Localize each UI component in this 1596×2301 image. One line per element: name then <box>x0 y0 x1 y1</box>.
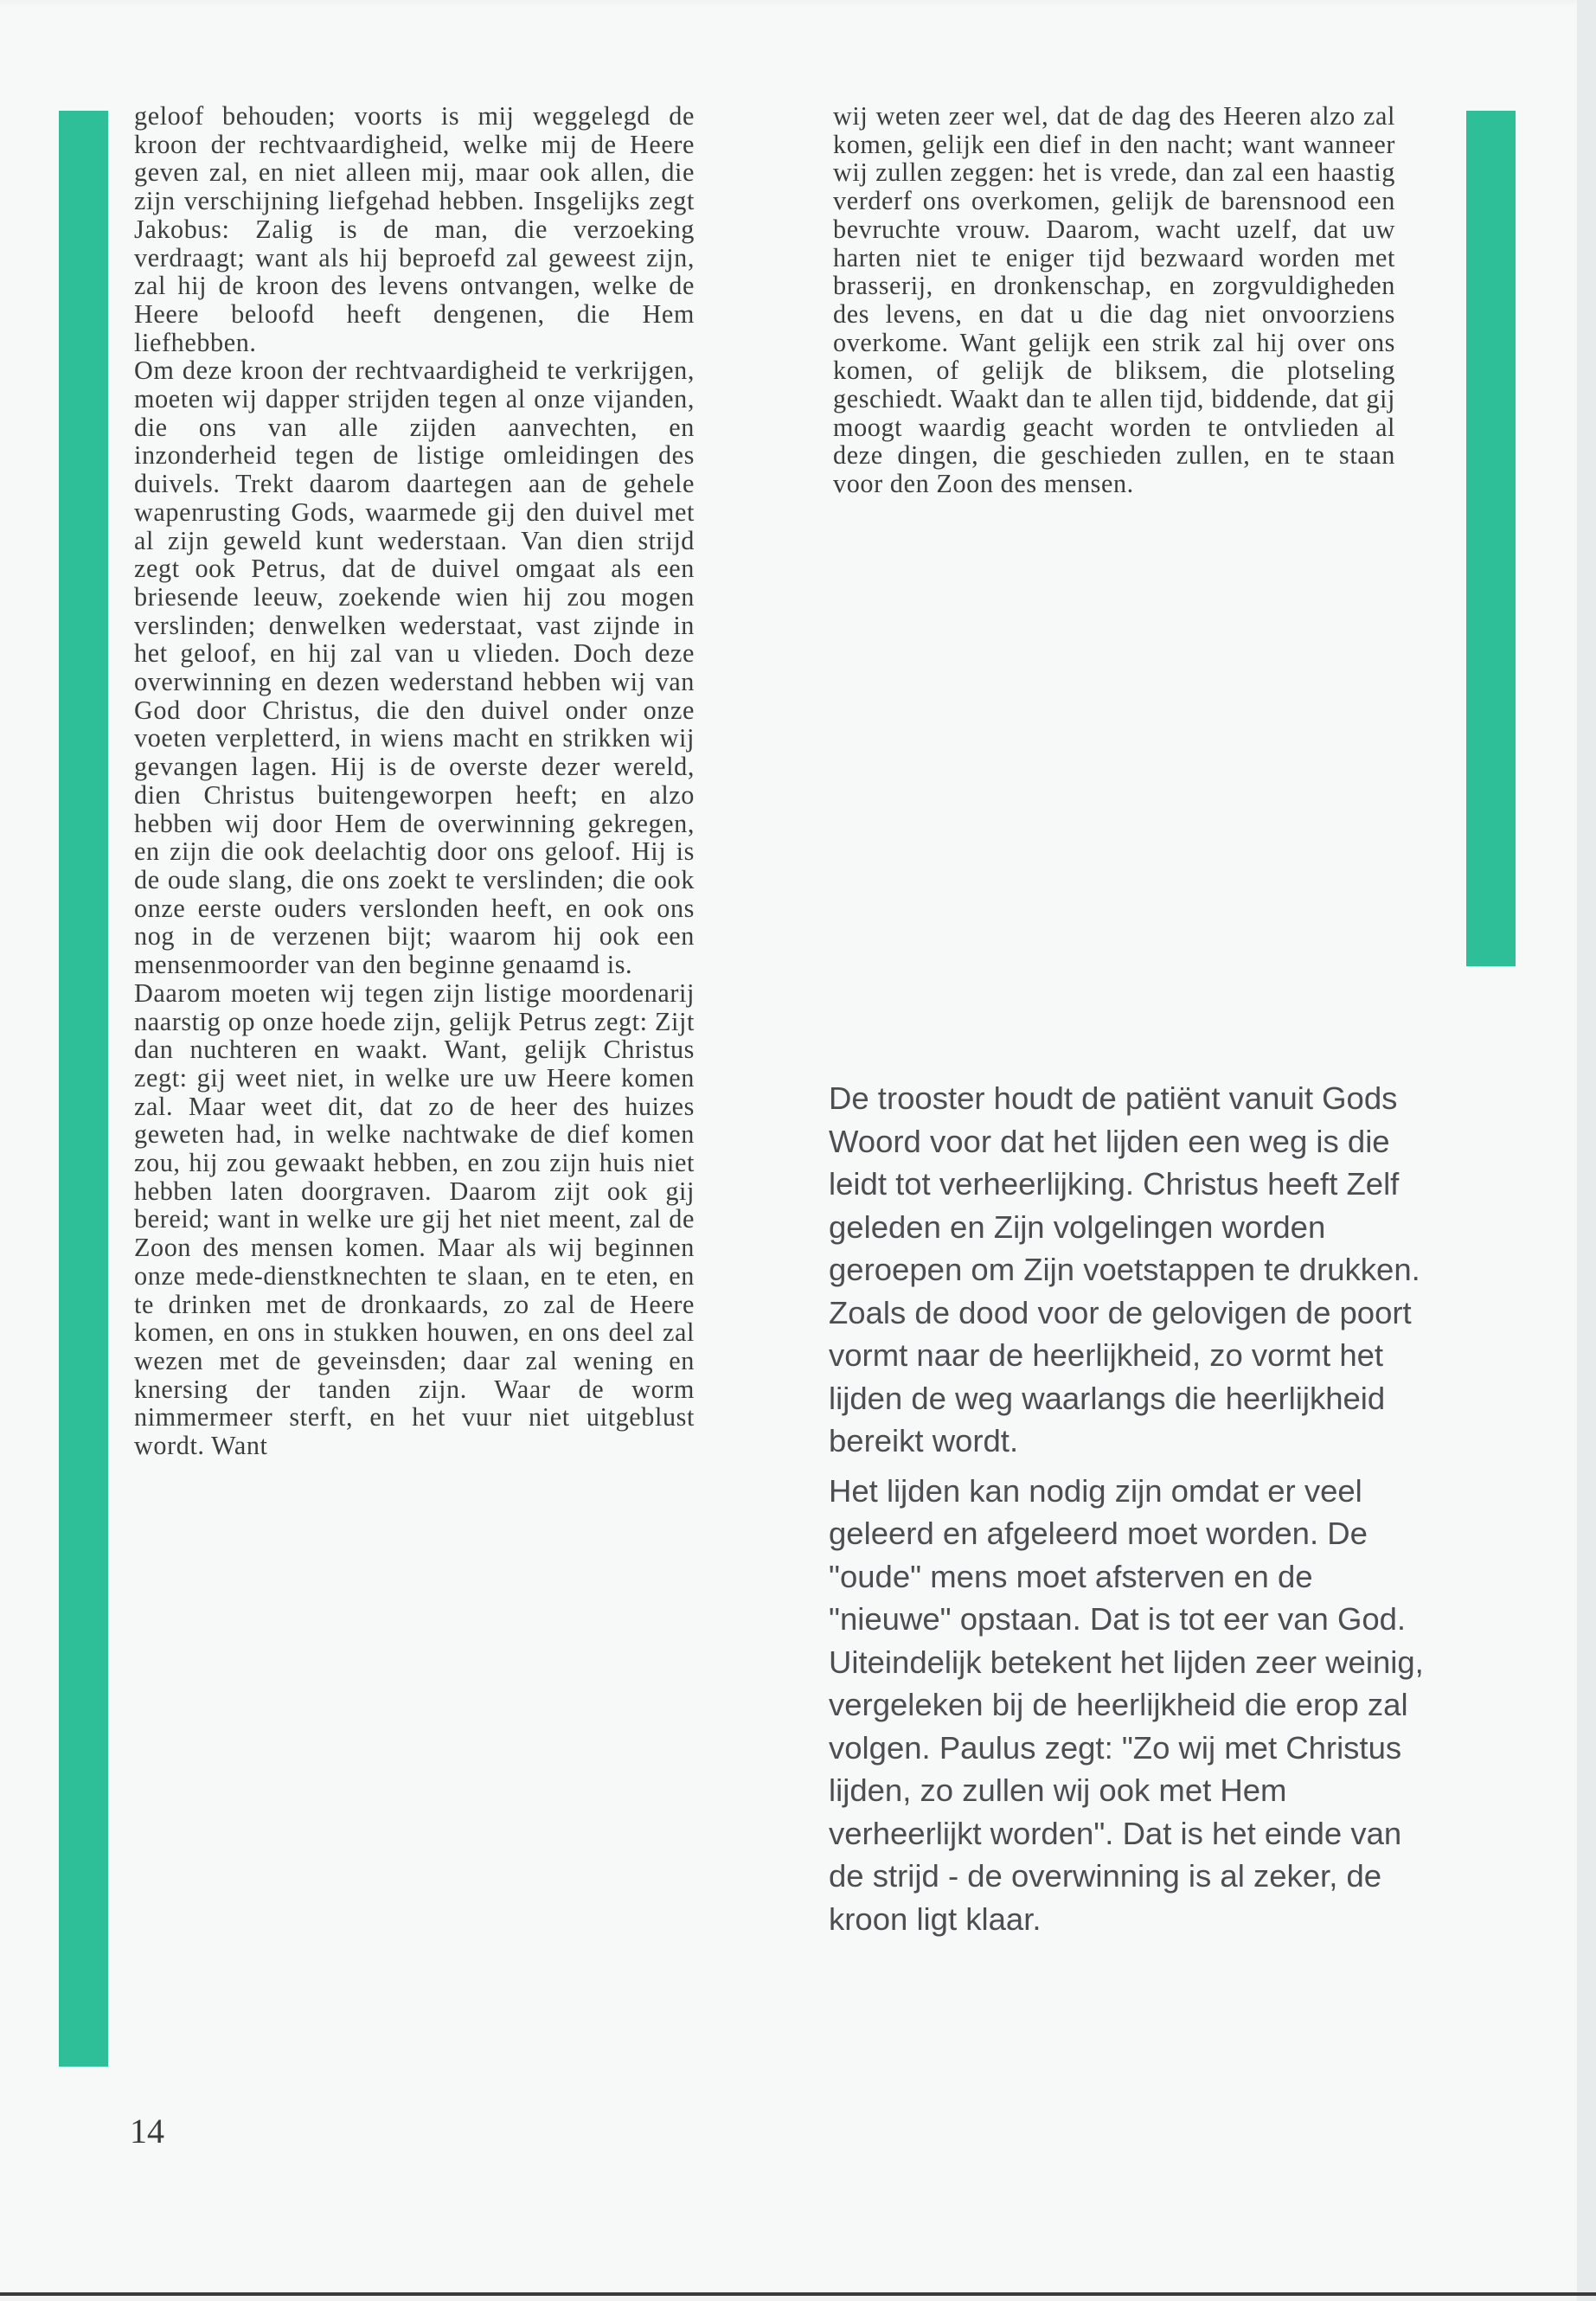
right-top-text-column <box>833 102 1395 498</box>
right-top-paragraph-1: wij weten zeer wel, dat de dag des Heeren alzo zal komen, gelijk een dief in den nacht; want wanneer wij zullen zeggen: het is vrede, dan zal een haastig verderf ons overkomen, gelijk de barensnood een bevruchte vrouw. Daarom, wacht uzelf, dat uw harten niet te eniger tijd bezwaard worden met brasserij, en dronkenschap, en zorgvuldigheden des levens, en dat u die dag niet onvoorziens overkome. Want gelijk een strik zal hij over ons komen, of gelijk de bliksem, die plotseling geschiedt. Waakt dan te allen tijd, biddende, dat gij moogt waardig geacht worden te ontvlieden al deze dingen, die geschieden zullen, en te staan voor den Zoon des mensen. <box>833 101 1395 499</box>
left-text-column <box>134 102 695 1460</box>
left-paragraph-2: Om deze kroon der rechtvaardigheid te verkrijgen, moeten wij dapper strijden tegen al onze vijanden, die ons van alle zijden aanvechten, en inzonderheid tegen de listige omleidingen des duivels. Trekt daarom daartegen aan de gehele wapenrusting Gods, waarmede gij den duivel met al zijn geweld kunt wederstaan. Van dien strijd zegt ook Petrus, dat de duivel omgaat als een briesende leeuw, zoekende wien hij zou mogen verslinden; denwelken wederstaat, vast zijnde in het geloof, en hij zal van u vlieden. Doch deze overwinning en dezen wederstand hebben wij van God door Christus, die den duivel onder onze voeten verpletterd, in wiens macht en strikken wij gevangen lagen. Hij is de overste dezer wereld, dien Christus buitengeworpen heeft; en alzo hebben wij door Hem de overwinning gekregen, en zijn die ook deelachtig door ons geloof. Hij is de oude slang, die ons zoekt te verslinden; die ook onze eerste ouders verslonden heeft, en ook ons nog in de verzenen bijt; waarom hij ook een mensenmoorder van den beginne genaamd is. <box>134 356 695 980</box>
left-accent-bar <box>59 111 108 2067</box>
page-edge-shadow <box>1577 0 1596 2301</box>
left-paragraph-3: Daarom moeten wij tegen zijn listige moordenarij naarstig op onze hoede zijn, gelijk Petrus zegt: Zijt dan nuchteren en waakt. Want, gelijk Christus zegt: gij weet niet, in welke ure uw Heere komen zal. Maar weet dit, dat zo de heer des huizes geweten had, in welke nachtwake de dief komen zou, hij zou gewaakt hebben, en zou zijn huis niet hebben laten doorgraven. Daarom zijt ook gij bereid; want in welke ure gij het niet meent, zal de Zoon des mensen komen. Maar als wij beginnen onze mede-dienstknechten te slaan, en te eten, en te drinken met de dronkaards, zo zal de Heere komen, en ons in stukken houwen, en ons deel zal wezen met de geveinsden; daar zal wening en knersing der tanden zijn. Waar de worm nimmermeer sterft, en het vuur niet uitgeblust wordt. Want <box>134 977 695 1461</box>
left-paragraph-1: geloof behouden; voorts is mij weggelegd de kroon der rechtvaardigheid, welke mij de Heere geven zal, en niet alleen mij, maar ook allen, die zijn verschijning liefgehad hebben. Insgelijks zegt Jakobus: Zalig is de man, die verzoeking verdraagt; want als hij beproefd zal geweest zijn, zal hij de kroon des levens ontvangen, welke de Heere beloofd heeft dengenen, die Hem liefhebben. <box>134 101 695 357</box>
commentary-paragraph-2: Het lijden kan nodig zijn omdat er veel geleerd en afgeleerd moet worden. De "oude" mens moet afsterven en de "nieuwe" opstaan. Dat is tot eer van God. Uiteindelijk betekent het lijden zeer weinig, vergeleken bij de heerlijkheid die erop zal volgen. Paulus zegt: "Zo wij met Christus lijden, zo zullen wij ook met Hem verheerlijkt worden". Dat is het einde van de strijd - de overwinning is al zeker, de kroon ligt klaar. <box>829 1472 1424 1937</box>
right-accent-bar <box>1466 111 1516 966</box>
commentary-paragraph-1: De trooster houdt de patiënt vanuit Gods Woord voor dat het lijden een weg is die leidt tot verheerlijking. Christus heeft Zelf geleden en Zijn volgelingen worden geroepen om Zijn voetstappen te drukken. Zoals de dood voor de gelovigen de poort vormt naar de heerlijkheid, zo vormt het lijden de weg waarlangs die heerlijkheid bereikt wordt. <box>829 1080 1420 1458</box>
page-number: 14 <box>130 2112 164 2150</box>
bottom-rule <box>0 2292 1596 2296</box>
right-bottom-commentary <box>829 1077 1439 1947</box>
